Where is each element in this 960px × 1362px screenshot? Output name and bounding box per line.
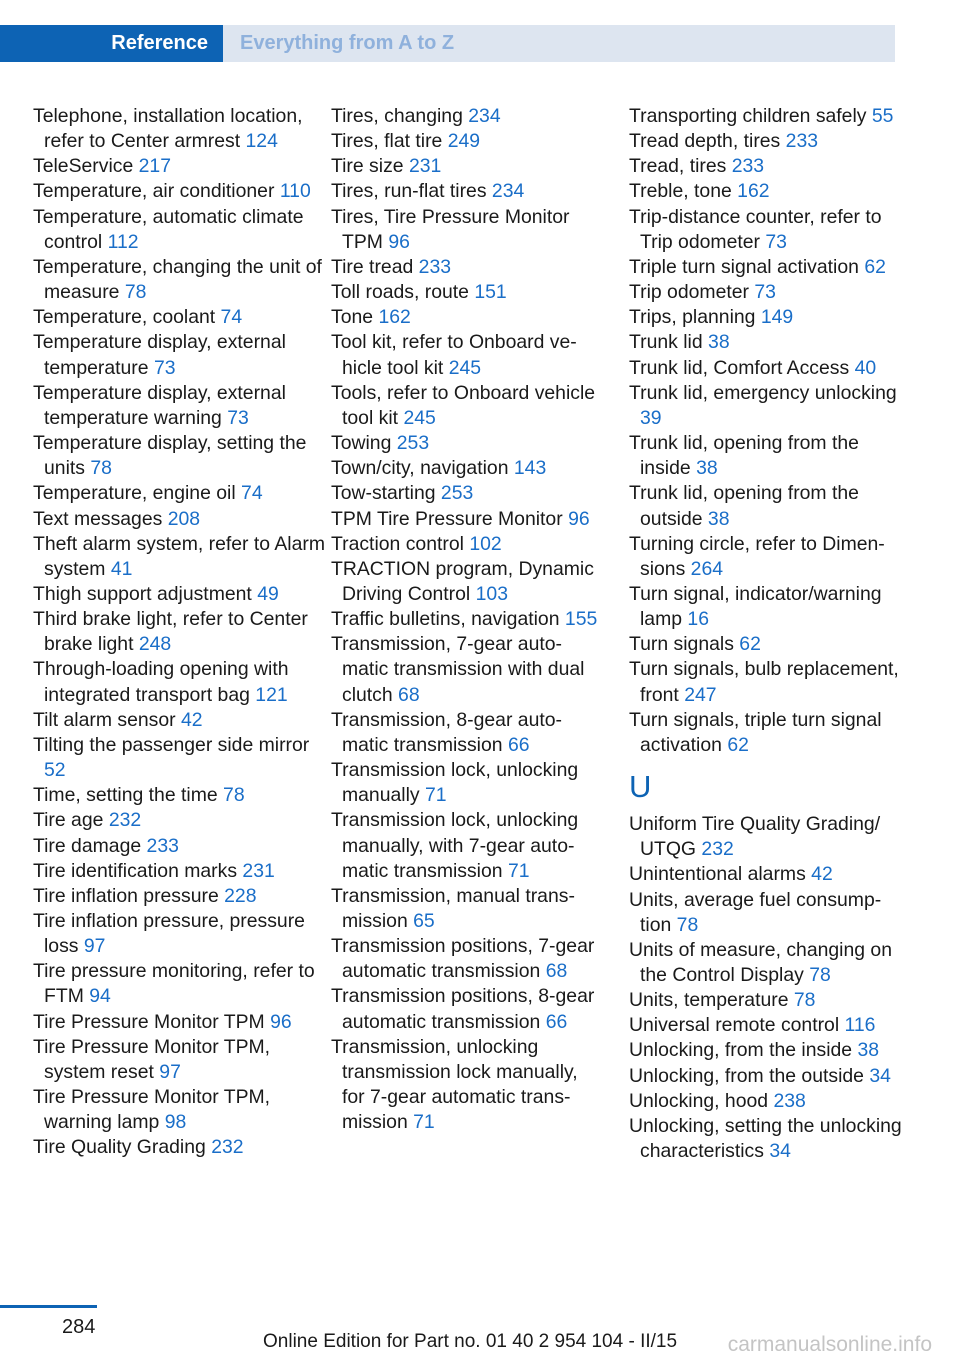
page-reference-link[interactable]: 74: [241, 482, 263, 505]
index-entry: [33, 733, 325, 783]
index-entry: [33, 909, 325, 959]
page-reference-link[interactable]: 233: [785, 130, 819, 153]
page-reference-link[interactable]: 124: [245, 130, 278, 153]
page-reference-link[interactable]: 38: [857, 1039, 880, 1062]
index-entry: [33, 1010, 325, 1035]
index-entry-text: Transmission, unlocking transmission lock manually, for 7-gear automatic transmission: [331, 1035, 578, 1134]
index-entry: [331, 330, 601, 380]
watermark: carmanualsonline.info: [727, 1333, 932, 1356]
letter-heading: U: [629, 769, 652, 805]
page-reference-link[interactable]: 233: [146, 834, 179, 857]
page-reference-link[interactable]: 151: [474, 281, 507, 304]
page-reference-link[interactable]: 143: [513, 457, 547, 480]
index-entry-text: Time, setting the time: [33, 784, 218, 807]
page-reference-link[interactable]: 39: [640, 406, 662, 429]
index-entry-text: Tire size: [331, 155, 404, 178]
page-number: 284: [62, 1316, 96, 1338]
page-reference-link[interactable]: 217: [138, 155, 171, 178]
index-entry: [629, 988, 904, 1013]
index-entry-text: TRACTION program, Dynamic Driving Control: [331, 557, 594, 605]
index-entry: [33, 1135, 325, 1160]
index-entry-text: Unlocking, setting the unlocking characteristics: [629, 1114, 902, 1163]
index-entry-text: Toll roads, route: [331, 281, 469, 304]
index-entry: [629, 305, 904, 330]
page-reference-link[interactable]: 149: [760, 306, 794, 329]
index-entry-text: Transmission, 8-gear automatic transmission: [331, 708, 562, 756]
page-reference-link[interactable]: 98: [164, 1111, 187, 1134]
index-entry: [331, 456, 601, 481]
page-reference-link[interactable]: 62: [739, 633, 761, 656]
page-reference-link[interactable]: 232: [701, 838, 734, 861]
index-entry: [629, 356, 904, 381]
index-entry-text: Universal remote control: [629, 1014, 840, 1037]
index-entry-text: Tire Pressure Monitor TPM, system reset: [33, 1035, 271, 1083]
page-reference-link[interactable]: 73: [153, 356, 176, 379]
page-reference-link[interactable]: 155: [564, 608, 598, 631]
index-entry: [629, 154, 904, 179]
index-entry: [33, 607, 325, 657]
page-reference-link[interactable]: 78: [809, 964, 831, 986]
index-entry-text: TPM Tire Pressure Monitor: [331, 507, 563, 530]
index-entry-text: Traffic bulletins, navigation: [331, 608, 560, 631]
index-entry-text: Tire inflation pressure, pressure loss: [33, 910, 305, 958]
index-entry-text: Triple turn signal activation: [629, 255, 859, 278]
page-reference-link[interactable]: 55: [871, 105, 894, 127]
header-bar: [0, 25, 895, 62]
index-entry-text: Towing: [331, 432, 392, 455]
page-reference-link[interactable]: 78: [793, 989, 816, 1012]
page-reference-link[interactable]: 71: [425, 784, 447, 807]
page-reference-link[interactable]: 41: [110, 557, 133, 580]
index-entry-text: Turn signals: [629, 633, 734, 656]
index-entry-text: Temperature, engine oil: [33, 482, 236, 505]
page-reference-link[interactable]: 42: [180, 708, 203, 731]
index-entry: [629, 330, 904, 355]
subsection-tab-label: Everything from A to Z: [240, 32, 455, 54]
index-entry: [629, 812, 904, 862]
index-entry-text: Tires, Tire Pressure Monitor TPM: [331, 205, 570, 253]
index-entry-text: Temperature, coolant: [33, 306, 216, 329]
index-entry: [33, 834, 325, 859]
page-reference-link[interactable]: 73: [227, 406, 249, 429]
page-reference-link[interactable]: 73: [765, 230, 787, 253]
index-entry-text: TeleService: [33, 155, 134, 178]
subsection-tab[interactable]: [240, 25, 454, 62]
index-entry-text: Tires, changing: [331, 105, 463, 127]
index-entry: [33, 255, 325, 305]
index-entry: [331, 1035, 601, 1136]
index-entry-text: Traction control: [331, 532, 464, 555]
index-entry-text: Transporting children safely: [629, 105, 867, 127]
page-reference-link[interactable]: 73: [754, 281, 776, 304]
page-reference-link[interactable]: 234: [468, 105, 501, 127]
page-reference-link[interactable]: 232: [108, 809, 142, 832]
page-reference-link[interactable]: 78: [223, 784, 245, 807]
index-entry: [629, 1013, 904, 1038]
page-reference-link[interactable]: 96: [270, 1010, 292, 1033]
index-entry: [33, 431, 325, 481]
index-entry-text: Units, average fuel consumption: [629, 888, 882, 936]
index-entry-text: Temperature, air conditioner: [33, 180, 275, 203]
index-column-1: [33, 104, 325, 1161]
index-entry: [33, 884, 325, 909]
index-entry-text: Unlocking, from the inside: [629, 1039, 853, 1062]
index-entry-text: Tilt alarm sensor: [33, 708, 176, 731]
page-reference-link[interactable]: 248: [138, 633, 172, 656]
index-entry-text: Transmission, manual transmission: [331, 884, 575, 932]
index-entry-text: Telephone, installation location, refer to Center armrest: [33, 105, 303, 153]
index-entry: [629, 532, 904, 582]
index-entry: [33, 481, 325, 506]
index-entry-text: Temperature, changing the unit of measure: [33, 255, 322, 304]
index-entry-text: Through-loading opening with integrated transport bag: [33, 658, 289, 706]
index-entry: [33, 959, 325, 1009]
page-reference-link[interactable]: 231: [242, 859, 275, 882]
page-reference-link[interactable]: 42: [811, 863, 833, 886]
page-reference-link[interactable]: 78: [124, 281, 147, 304]
page-reference-link[interactable]: 74: [220, 306, 243, 329]
index-entry-text: Tow-starting: [331, 482, 436, 505]
index-entry-text: Trip-distance counter, refer to Trip odometer: [629, 205, 882, 253]
index-entry: [629, 104, 904, 129]
page-reference-link[interactable]: 66: [545, 1010, 568, 1033]
page-reference-link[interactable]: 103: [475, 582, 508, 605]
index-column-3: [629, 104, 904, 1164]
index-entry-text: Unlocking, from the outside: [629, 1064, 864, 1087]
index-entry: [629, 1089, 904, 1114]
index-entry-text: Third brake light, refer to Center brake light: [33, 608, 308, 656]
index-entry: [33, 1085, 325, 1135]
index-entry: [331, 104, 601, 129]
index-entry-text: Trunk lid, opening from the outside: [629, 482, 859, 530]
index-entry-text: Temperature display, external temperature: [33, 331, 286, 379]
index-entry: [629, 708, 904, 758]
page-reference-link[interactable]: 238: [773, 1089, 806, 1112]
index-entry: [629, 1038, 904, 1063]
index-entry-text: Tire inflation pressure: [33, 884, 219, 907]
index-entry-text: Trips, planning: [629, 306, 756, 329]
page-reference-link[interactable]: 162: [378, 306, 411, 329]
index-entry: [33, 708, 325, 733]
page-reference-link[interactable]: 234: [491, 180, 525, 203]
index-entry: [629, 179, 904, 204]
index-entry-text: Tire Quality Grading: [33, 1136, 206, 1159]
page-reference-link[interactable]: 66: [507, 733, 530, 756]
index-entry-text: Unintentional alarms: [629, 863, 806, 886]
index-entry-text: Trunk lid, opening from the inside: [629, 432, 859, 480]
index-entry: [629, 129, 904, 154]
index-entry: [629, 431, 904, 481]
index-entry: [331, 632, 601, 707]
index-entry-text: Turning circle, refer to Dimensions: [629, 532, 885, 580]
page-reference-link[interactable]: 249: [447, 130, 481, 153]
index-entry-text: Unlocking, hood: [629, 1089, 769, 1112]
index-entry: [331, 984, 601, 1034]
page-reference-link[interactable]: 253: [440, 482, 474, 505]
index-entry-text: Thigh support adjustment: [33, 582, 252, 605]
index-entry-text: Turn signals, triple turn signal activation: [629, 708, 882, 756]
page-reference-link[interactable]: 16: [687, 608, 709, 631]
page-reference-link[interactable]: 34: [869, 1064, 891, 1087]
index-column-2: [331, 104, 601, 1135]
section-tab-label: Reference: [111, 32, 208, 54]
index-entry: [629, 888, 904, 938]
page-reference-link[interactable]: 68: [398, 683, 420, 706]
page-reference-link[interactable]: 208: [167, 507, 201, 530]
page-reference-link[interactable]: 97: [83, 935, 106, 958]
index-entry: [33, 532, 325, 582]
index-entry: [33, 205, 325, 255]
page-reference-link[interactable]: 52: [44, 759, 66, 782]
index-entry: [331, 481, 601, 506]
index-entry-text: Tires, run-flat tires: [331, 180, 487, 203]
page-reference-link[interactable]: 253: [396, 432, 430, 455]
index-entry-text: Tread, tires: [629, 155, 727, 178]
index-entry: [331, 280, 601, 305]
index-entry: [33, 1035, 325, 1085]
index-entry: [331, 255, 601, 280]
index-entry: [33, 305, 325, 330]
index-entry-text: Units of measure, changing on the Control Display: [629, 938, 893, 986]
index-entry: [331, 884, 601, 934]
index-entry-text: Trip odometer: [629, 281, 749, 304]
page-reference-link[interactable]: 40: [854, 356, 877, 379]
page-reference-link[interactable]: 110: [279, 180, 311, 203]
index-entry: [33, 507, 325, 532]
index-entry-text: Tire tread: [331, 255, 414, 278]
index-entry: [33, 657, 325, 707]
index-entry-text: Trunk lid, Comfort Access: [629, 356, 850, 379]
index-entry: [331, 507, 601, 532]
index-entry: [331, 708, 601, 758]
index-entry-text: Text messages: [33, 507, 163, 530]
footer-rule: [0, 1305, 97, 1308]
index-entry: [629, 862, 904, 887]
index-entry: [331, 607, 601, 632]
index-entry: [629, 632, 904, 657]
page-reference-link[interactable]: 97: [159, 1060, 181, 1083]
index-entry-text: Tire age: [33, 809, 104, 832]
index-entry-text: Transmission, 7-gear automatic transmission with dual clutch: [331, 633, 585, 706]
page-reference-link[interactable]: 232: [211, 1136, 244, 1159]
index-entry: [629, 205, 904, 255]
index-entry-text: Tread depth, tires: [629, 130, 781, 153]
index-entry-text: Theft alarm system, refer to Alarm system: [33, 532, 326, 580]
index-entry-text: Town/city, navigation: [331, 457, 509, 480]
page-reference-link[interactable]: 162: [737, 180, 770, 203]
page-reference-link[interactable]: 49: [257, 582, 279, 605]
index-entry: [33, 104, 325, 154]
page-reference-link[interactable]: 233: [731, 155, 765, 178]
index-entry-text: Uniform Tire Quality Grading/ UTQG: [629, 813, 881, 861]
index-entry: [331, 305, 601, 330]
page-reference-link[interactable]: 94: [89, 985, 111, 1008]
index-entry: [331, 179, 601, 204]
index-entry-text: Tire identification marks: [33, 859, 238, 882]
page-reference-link[interactable]: 38: [696, 457, 718, 480]
index-entry-text: Transmission lock, unlocking manually, with 7-gear automatic transmission: [331, 809, 579, 882]
index-entry: [331, 431, 601, 456]
index-entry-text: Trunk lid: [629, 331, 703, 354]
index-entry-text: Tool kit, refer to Onboard vehicle tool kit: [331, 331, 577, 379]
page-reference-link[interactable]: 233: [418, 255, 452, 278]
index-entry: [629, 582, 904, 632]
index-entry: [629, 657, 904, 707]
index-entry: [331, 758, 601, 808]
index-entry-text: Temperature, automatic climate control: [33, 205, 304, 253]
index-entry-text: Temperature display, external temperature warning: [33, 381, 286, 429]
index-entry: [629, 938, 904, 988]
index-entry-text: Transmission lock, unlocking manually: [331, 759, 579, 807]
index-entry: [33, 330, 325, 380]
index-entry: [331, 934, 601, 984]
index-entry: [33, 859, 325, 884]
index-entry-text: Units, temperature: [629, 989, 789, 1012]
page-reference-link[interactable]: 245: [403, 406, 436, 429]
page-reference-link[interactable]: 228: [224, 884, 257, 907]
index-entry-text: Treble, tone: [629, 180, 732, 203]
index-entry-text: Tire pressure monitoring, refer to FTM: [33, 960, 315, 1008]
index-entry: [331, 205, 601, 255]
page-reference-link[interactable]: 38: [708, 331, 730, 354]
page-reference-link[interactable]: 62: [727, 733, 749, 756]
index-entry-text: Trunk lid, emergency unlocking: [629, 381, 897, 404]
section-tab-reference[interactable]: [0, 25, 223, 62]
index-entry: [33, 783, 325, 808]
index-entry-text: Tires, flat tire: [331, 130, 443, 153]
index-entry-text: Tilting the passenger side mirror: [33, 733, 310, 756]
page-reference-link[interactable]: 121: [255, 683, 288, 706]
index-entry: [33, 808, 325, 833]
page-reference-link[interactable]: 65: [413, 910, 435, 932]
page-reference-link[interactable]: 62: [864, 255, 886, 278]
page-reference-link[interactable]: 247: [684, 683, 717, 706]
index-entry: [331, 129, 601, 154]
page-reference-link[interactable]: 38: [707, 507, 730, 530]
index-entry: [33, 381, 325, 431]
index-entry: [331, 808, 601, 883]
index-entry-text: Turn signal, indicator/warning lamp: [629, 582, 882, 631]
page-reference-link[interactable]: 78: [676, 913, 699, 936]
index-entry: [331, 532, 601, 557]
index-entry: [33, 179, 325, 204]
page-reference-link[interactable]: 68: [545, 960, 568, 983]
index-entry: [629, 280, 904, 305]
index-entry-text: Transmission positions, 7-gear automatic transmission: [331, 935, 595, 983]
index-entry: [629, 255, 904, 280]
index-entry-text: Temperature display, setting the units: [33, 432, 307, 480]
index-entry-text: Tire Pressure Monitor TPM, warning lamp: [33, 1086, 271, 1134]
index-entry: [629, 481, 904, 531]
index-entry-text: Tools, refer to Onboard vehicle tool kit: [331, 381, 596, 429]
index-entry-text: Tire damage: [33, 834, 142, 857]
index-entry: [331, 557, 601, 607]
index-entry: [331, 154, 601, 179]
index-entry: [629, 1114, 904, 1164]
page-reference-link[interactable]: 112: [107, 230, 139, 253]
page-reference-link[interactable]: 231: [408, 155, 442, 178]
page-reference-link[interactable]: 78: [90, 457, 112, 480]
page-reference-link[interactable]: 245: [448, 356, 482, 379]
page-reference-link[interactable]: 96: [568, 507, 590, 530]
page-reference-link[interactable]: 116: [844, 1014, 876, 1037]
index-entry-text: Tire Pressure Monitor TPM: [33, 1010, 265, 1033]
index-entry-text: Turn signals, bulb replacement, front: [629, 658, 899, 706]
page-reference-link[interactable]: 71: [507, 859, 530, 882]
page-reference-link[interactable]: 96: [388, 230, 410, 253]
index-entry: [629, 381, 904, 431]
page-reference-link[interactable]: 102: [469, 532, 502, 555]
index-entry-text: Transmission positions, 8-gear automatic transmission: [331, 985, 595, 1033]
page-reference-link[interactable]: 71: [413, 1111, 435, 1134]
edition-text: Online Edition for Part no. 01 40 2 954 104 - II/15: [263, 1331, 678, 1352]
index-entry-text: Tone: [331, 306, 374, 329]
page-reference-link[interactable]: 34: [769, 1140, 791, 1163]
index-entry: [33, 582, 325, 607]
index-entry: [629, 1064, 904, 1089]
index-entry: [33, 154, 325, 179]
index-entry: [331, 381, 601, 431]
page-reference-link[interactable]: 264: [690, 557, 724, 580]
